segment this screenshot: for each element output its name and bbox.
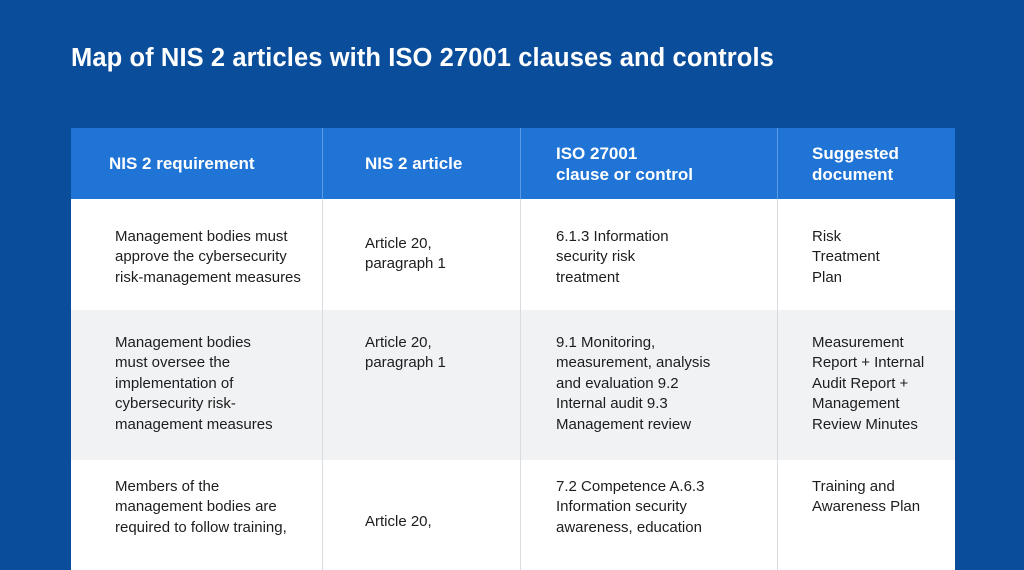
header-label: Suggested document (812, 143, 899, 184)
table-header (71, 128, 955, 199)
header-label: ISO 27001 clause or control (556, 143, 693, 184)
cell-iso: 9.1 Monitoring, measurement, analysis and evaluation 9.2 Internal audit 9.3 Management review (521, 310, 778, 460)
header-nis2-article (323, 128, 521, 199)
table-row (71, 199, 955, 310)
mapping-table (71, 128, 955, 570)
header-nis2-requirement (71, 128, 323, 199)
table-row (71, 310, 955, 460)
cell-iso: 6.1.3 Information security risk treatment (521, 199, 778, 310)
cell-article: Article 20, paragraph 1 (323, 310, 521, 460)
cell-requirement: Management bodies must approve the cybersecurity risk-management measures (71, 199, 323, 310)
cell-requirement: Management bodies must oversee the implementation of cybersecurity risk- management measures (71, 310, 323, 460)
table-row (71, 460, 955, 570)
cell-document: Risk Treatment Plan (812, 228, 880, 286)
cell-iso: 7.2 Competence A.6.3 Information security awareness, education (521, 460, 778, 570)
header-label: NIS 2 article (365, 154, 463, 173)
page-title: Map of NIS 2 articles with ISO 27001 clauses and controls (71, 44, 774, 72)
cell-article: Article 20, (323, 460, 521, 570)
cell-document: Measurement Report + Internal Audit Report + Management Review Minutes (812, 334, 925, 433)
header-suggested-document (778, 128, 955, 199)
cell-requirement: Members of the management bodies are required to follow training, (71, 460, 323, 570)
cell-document: Training and Awareness Plan (812, 478, 921, 516)
cell-article: Article 20, paragraph 1 (323, 199, 521, 310)
header-label: NIS 2 requirement (109, 154, 255, 173)
header-iso-clause (521, 128, 778, 199)
